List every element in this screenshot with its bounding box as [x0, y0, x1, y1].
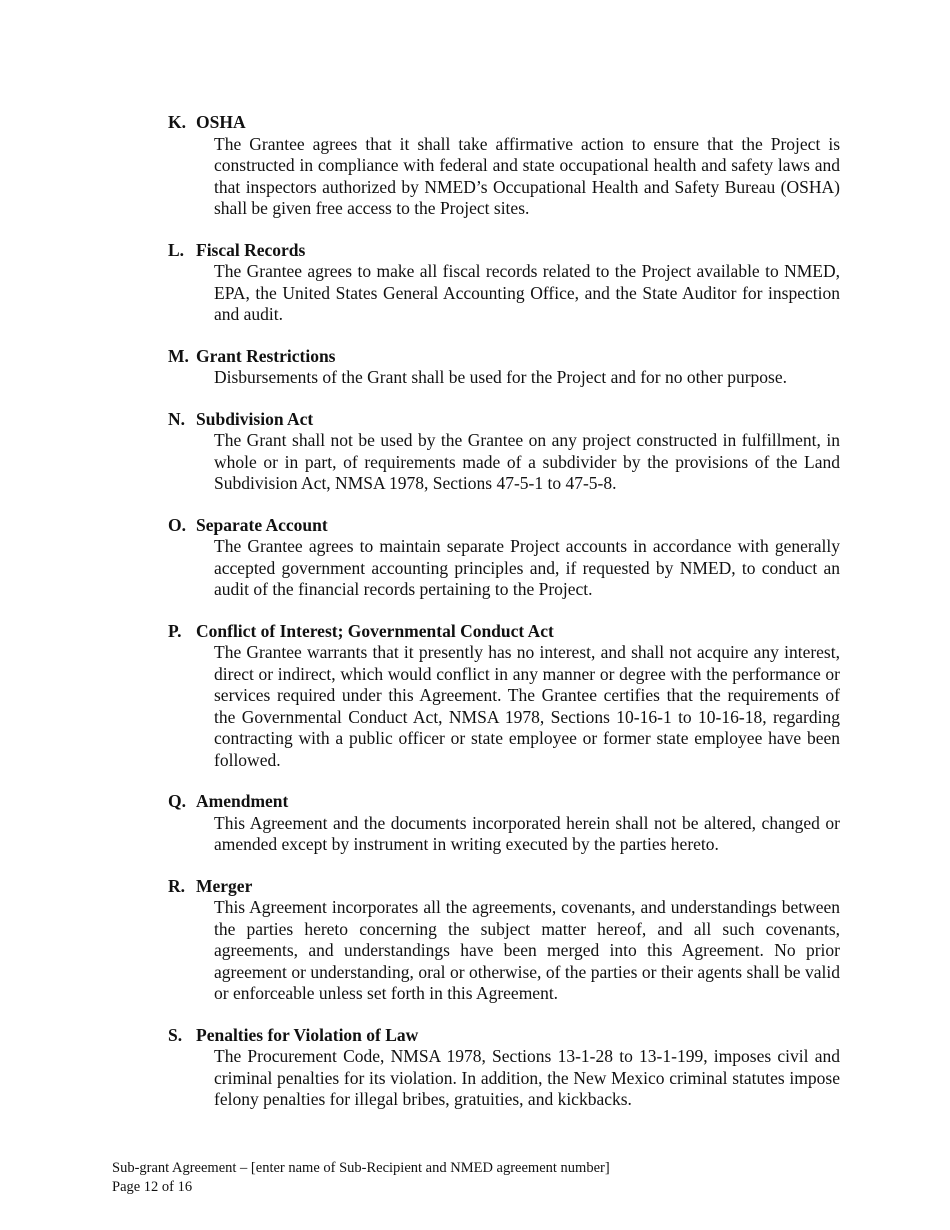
section-heading: [168, 346, 840, 368]
section-l-fiscal-records: [168, 240, 840, 326]
section-letter: N.: [168, 408, 186, 429]
sections-list: [168, 112, 840, 1131]
section-letter: S.: [168, 1024, 183, 1045]
footer-agreement-line: Sub-grant Agreement – [enter name of Sub-Recipient and NMED agreement number]: [112, 1160, 610, 1176]
section-letter: O.: [168, 514, 186, 535]
section-title: Conflict of Interest; Governmental Conduct Act: [196, 620, 554, 641]
section-heading: [168, 240, 840, 262]
section-body: The Grantee agrees that it shall take affirmative action to ensure that the Project is constructed in compliance with federal and state occupational health and safety laws and that inspectors authorized by NMED’s Occupational Health and Safety Bureau (OSHA) shall be given free access to the Project sites.: [214, 133, 840, 218]
section-letter: M.: [168, 345, 189, 366]
section-k-osha: [168, 112, 840, 220]
section-n-subdivision-act: [168, 409, 840, 495]
page-footer: [112, 1159, 610, 1197]
section-title: Merger: [196, 875, 253, 896]
section-title: OSHA: [196, 112, 246, 132]
section-title: Grant Restrictions: [196, 345, 336, 366]
section-body: The Grantee agrees to make all fiscal records related to the Project available to NMED, EPA, the United States General Accounting Office, and the State Auditor for inspection and audit.: [214, 261, 840, 324]
section-body: Disbursements of the Grant shall be used for the Project and for no other purpose.: [214, 367, 787, 387]
section-heading: [168, 1025, 840, 1047]
section-title: Amendment: [196, 791, 289, 811]
section-body: The Grant shall not be used by the Grantee on any project constructed in fulfillment, in whole or in part, of requirements made of a subdivider by the provisions of the Land Subdivision Act, NMSA 1978, Sections 47-5-1 to 47-5-8.: [214, 430, 840, 493]
section-heading: [168, 876, 840, 898]
section-letter: R.: [168, 875, 186, 896]
section-q-amendment: [168, 791, 840, 856]
section-body: This Agreement incorporates all the agreements, covenants, and understandings between the parties hereto concerning the subject matter hereof, and all such covenants, agreements, and understandings have been merged into this Agreement. No prior agreement or understanding, oral or otherwise, of the parties or their agents shall be valid or enforceable unless set forth in this Agreement.: [214, 897, 840, 1003]
section-p-conflict-of-interest: [168, 621, 840, 772]
section-letter: K.: [168, 112, 186, 132]
section-heading: [168, 791, 840, 813]
section-heading: [168, 515, 840, 537]
section-s-penalties: [168, 1025, 840, 1111]
section-letter: P.: [168, 620, 182, 641]
section-o-separate-account: [168, 515, 840, 601]
section-heading: [168, 112, 840, 134]
section-title: Separate Account: [196, 514, 328, 535]
section-letter: L.: [168, 239, 185, 260]
section-title: Fiscal Records: [196, 239, 306, 260]
section-body: This Agreement and the documents incorporated herein shall not be altered, changed or amended except by instrument in writing executed by the parties hereto.: [214, 812, 840, 854]
section-body: The Grantee agrees to maintain separate Project accounts in accordance with generally accepted government accounting principles and, if requested by NMED, to conduct an audit of the financial records pertaining to the Project.: [214, 536, 840, 599]
section-r-merger: [168, 876, 840, 1005]
section-title: Penalties for Violation of Law: [196, 1024, 419, 1045]
section-heading: [168, 409, 840, 431]
section-title: Subdivision Act: [196, 408, 314, 429]
footer-page-number: Page 12 of 16: [112, 1179, 193, 1195]
section-body: The Procurement Code, NMSA 1978, Sections 13-1-28 to 13-1-199, imposes civil and criminal penalties for its violation. In addition, the New Mexico criminal statutes impose felony penalties for illegal bribes, gratuities, and kickbacks.: [214, 1046, 840, 1109]
section-m-grant-restrictions: [168, 346, 840, 389]
section-body: The Grantee warrants that it presently has no interest, and shall not acquire any interest, direct or indirect, which would conflict in any manner or degree with the performance or services required under this Agreement. The Grantee certifies that the requirements of the Governmental Conduct Act, NMSA 1978, Sections 10-16-1 to 10-16-18, regarding contracting with a public officer or state employee or former state employee have been followed.: [214, 642, 840, 770]
section-heading: [168, 621, 840, 643]
section-letter: Q.: [168, 791, 186, 811]
